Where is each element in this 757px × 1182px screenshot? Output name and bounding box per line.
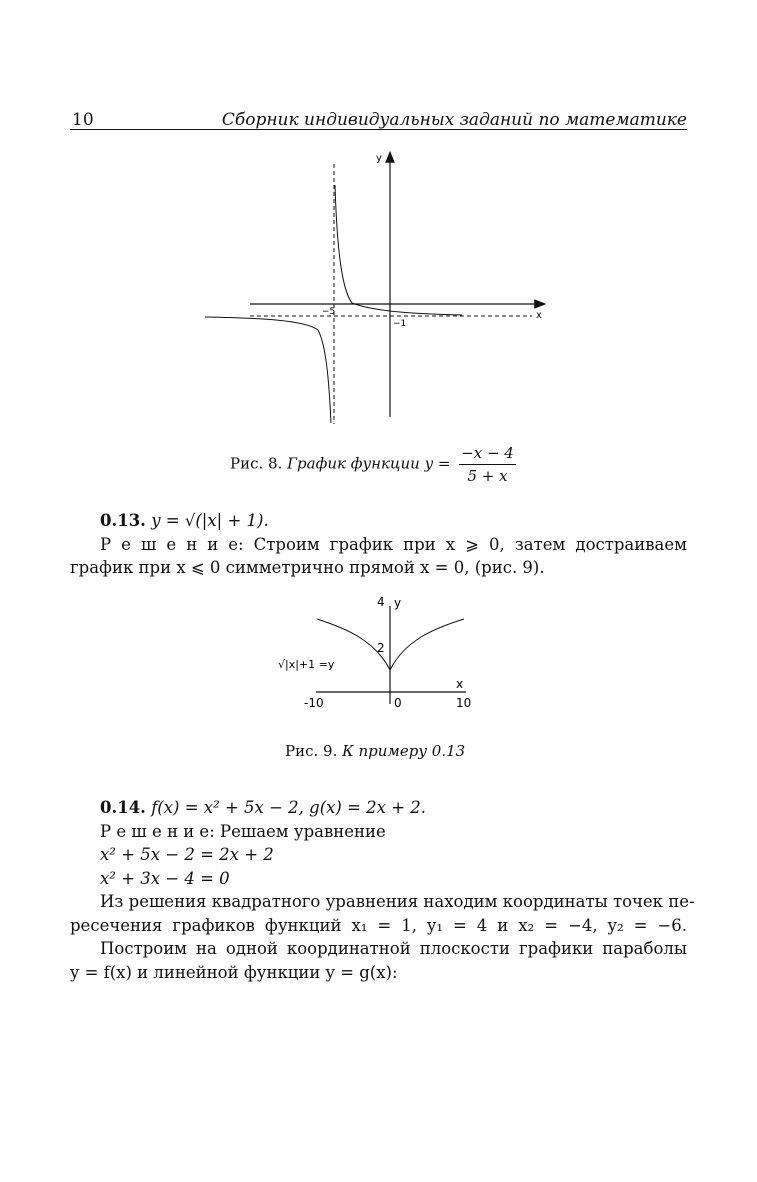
- problem-0-14-statement: [70, 796, 687, 820]
- fig9-label-0: 0: [394, 696, 402, 710]
- problem-0-13: [70, 509, 687, 580]
- fig8-tick-x: −5: [322, 307, 336, 317]
- problem-0-13-number: 0.13.: [100, 511, 146, 530]
- fig8-caption-lhs: y =: [424, 454, 451, 473]
- problem-0-13-statement: [70, 509, 687, 533]
- fig8-y-label: y: [376, 153, 382, 164]
- figure-8-graph: [0, 140, 757, 440]
- fig8-caption-text: График функции: [287, 454, 420, 473]
- fig9-label-y: y: [394, 596, 402, 610]
- problem-0-14-equation-1: x² + 5x − 2 = 2x + 2: [100, 845, 274, 864]
- running-title: Сборник индивидуальных заданий по математике: [221, 110, 687, 130]
- fig9-label-x: x: [456, 677, 464, 691]
- fig9-label-neg10: -10: [304, 696, 324, 710]
- page-number: 10: [72, 110, 94, 130]
- fig8-caption-fraction: [459, 444, 516, 485]
- problem-0-14-formula: f(x) = x² + 5x − 2, g(x) = 2x + 2.: [151, 798, 427, 817]
- fig8-tick-y: −1: [393, 319, 407, 329]
- figure-8-caption: [230, 444, 516, 485]
- problem-0-14-text-line-6: Построим на одной координатной плоскости графики параболы: [100, 939, 687, 958]
- problem-0-14-solution-line-1: Р е ш е н и е: Решаем уравнение: [100, 821, 386, 841]
- problem-0-14-number: 0.14.: [100, 798, 146, 817]
- header-rule: [70, 129, 687, 130]
- figure-9-caption: [285, 742, 465, 760]
- fig8-curve-left-branch: [205, 317, 331, 423]
- fig8-curve-right-branch: [335, 185, 462, 315]
- fig9-curve-label: √|x|+1 =y: [278, 658, 335, 671]
- fig9-caption-prefix: Рис. 9.: [285, 742, 338, 760]
- fig9-caption-text: К примеру 0.13: [342, 742, 466, 760]
- problem-0-13-solution-line-1: Р е ш е н и е: Строим график при x ⩾ 0, затем достраиваем: [100, 534, 687, 554]
- fig8-caption-denominator: 5 + x: [467, 467, 508, 485]
- problem-0-14: [70, 796, 695, 984]
- problem-0-14-text-line-7: y = f(x) и линейной функции y = g(x):: [70, 962, 398, 982]
- fig8-x-label: x: [536, 310, 542, 321]
- fig9-label-4: 4: [377, 595, 385, 609]
- problem-0-13-formula: y = √(|x| + 1).: [151, 511, 269, 530]
- fig9-label-2: 2: [377, 641, 385, 655]
- figure-9-graph: [0, 590, 757, 720]
- problem-0-14-text-line-5: ресечения графиков функций x₁ = 1, y₁ = 4 и x₂ = −4, y₂ = −6.: [70, 915, 687, 935]
- fig8-caption-prefix: Рис. 8.: [230, 454, 283, 473]
- problem-0-13-solution-line-2: график при x ⩽ 0 симметрично прямой x = 0, (рис. 9).: [70, 558, 545, 577]
- problem-0-14-text-line-4: Из решения квадратного уравнения находим координаты точек пе-: [100, 892, 695, 911]
- fig9-label-10: 10: [456, 696, 472, 710]
- problem-0-14-equation-2: x² + 3x − 4 = 0: [100, 868, 230, 888]
- fig8-caption-numerator: −x − 4: [459, 444, 516, 465]
